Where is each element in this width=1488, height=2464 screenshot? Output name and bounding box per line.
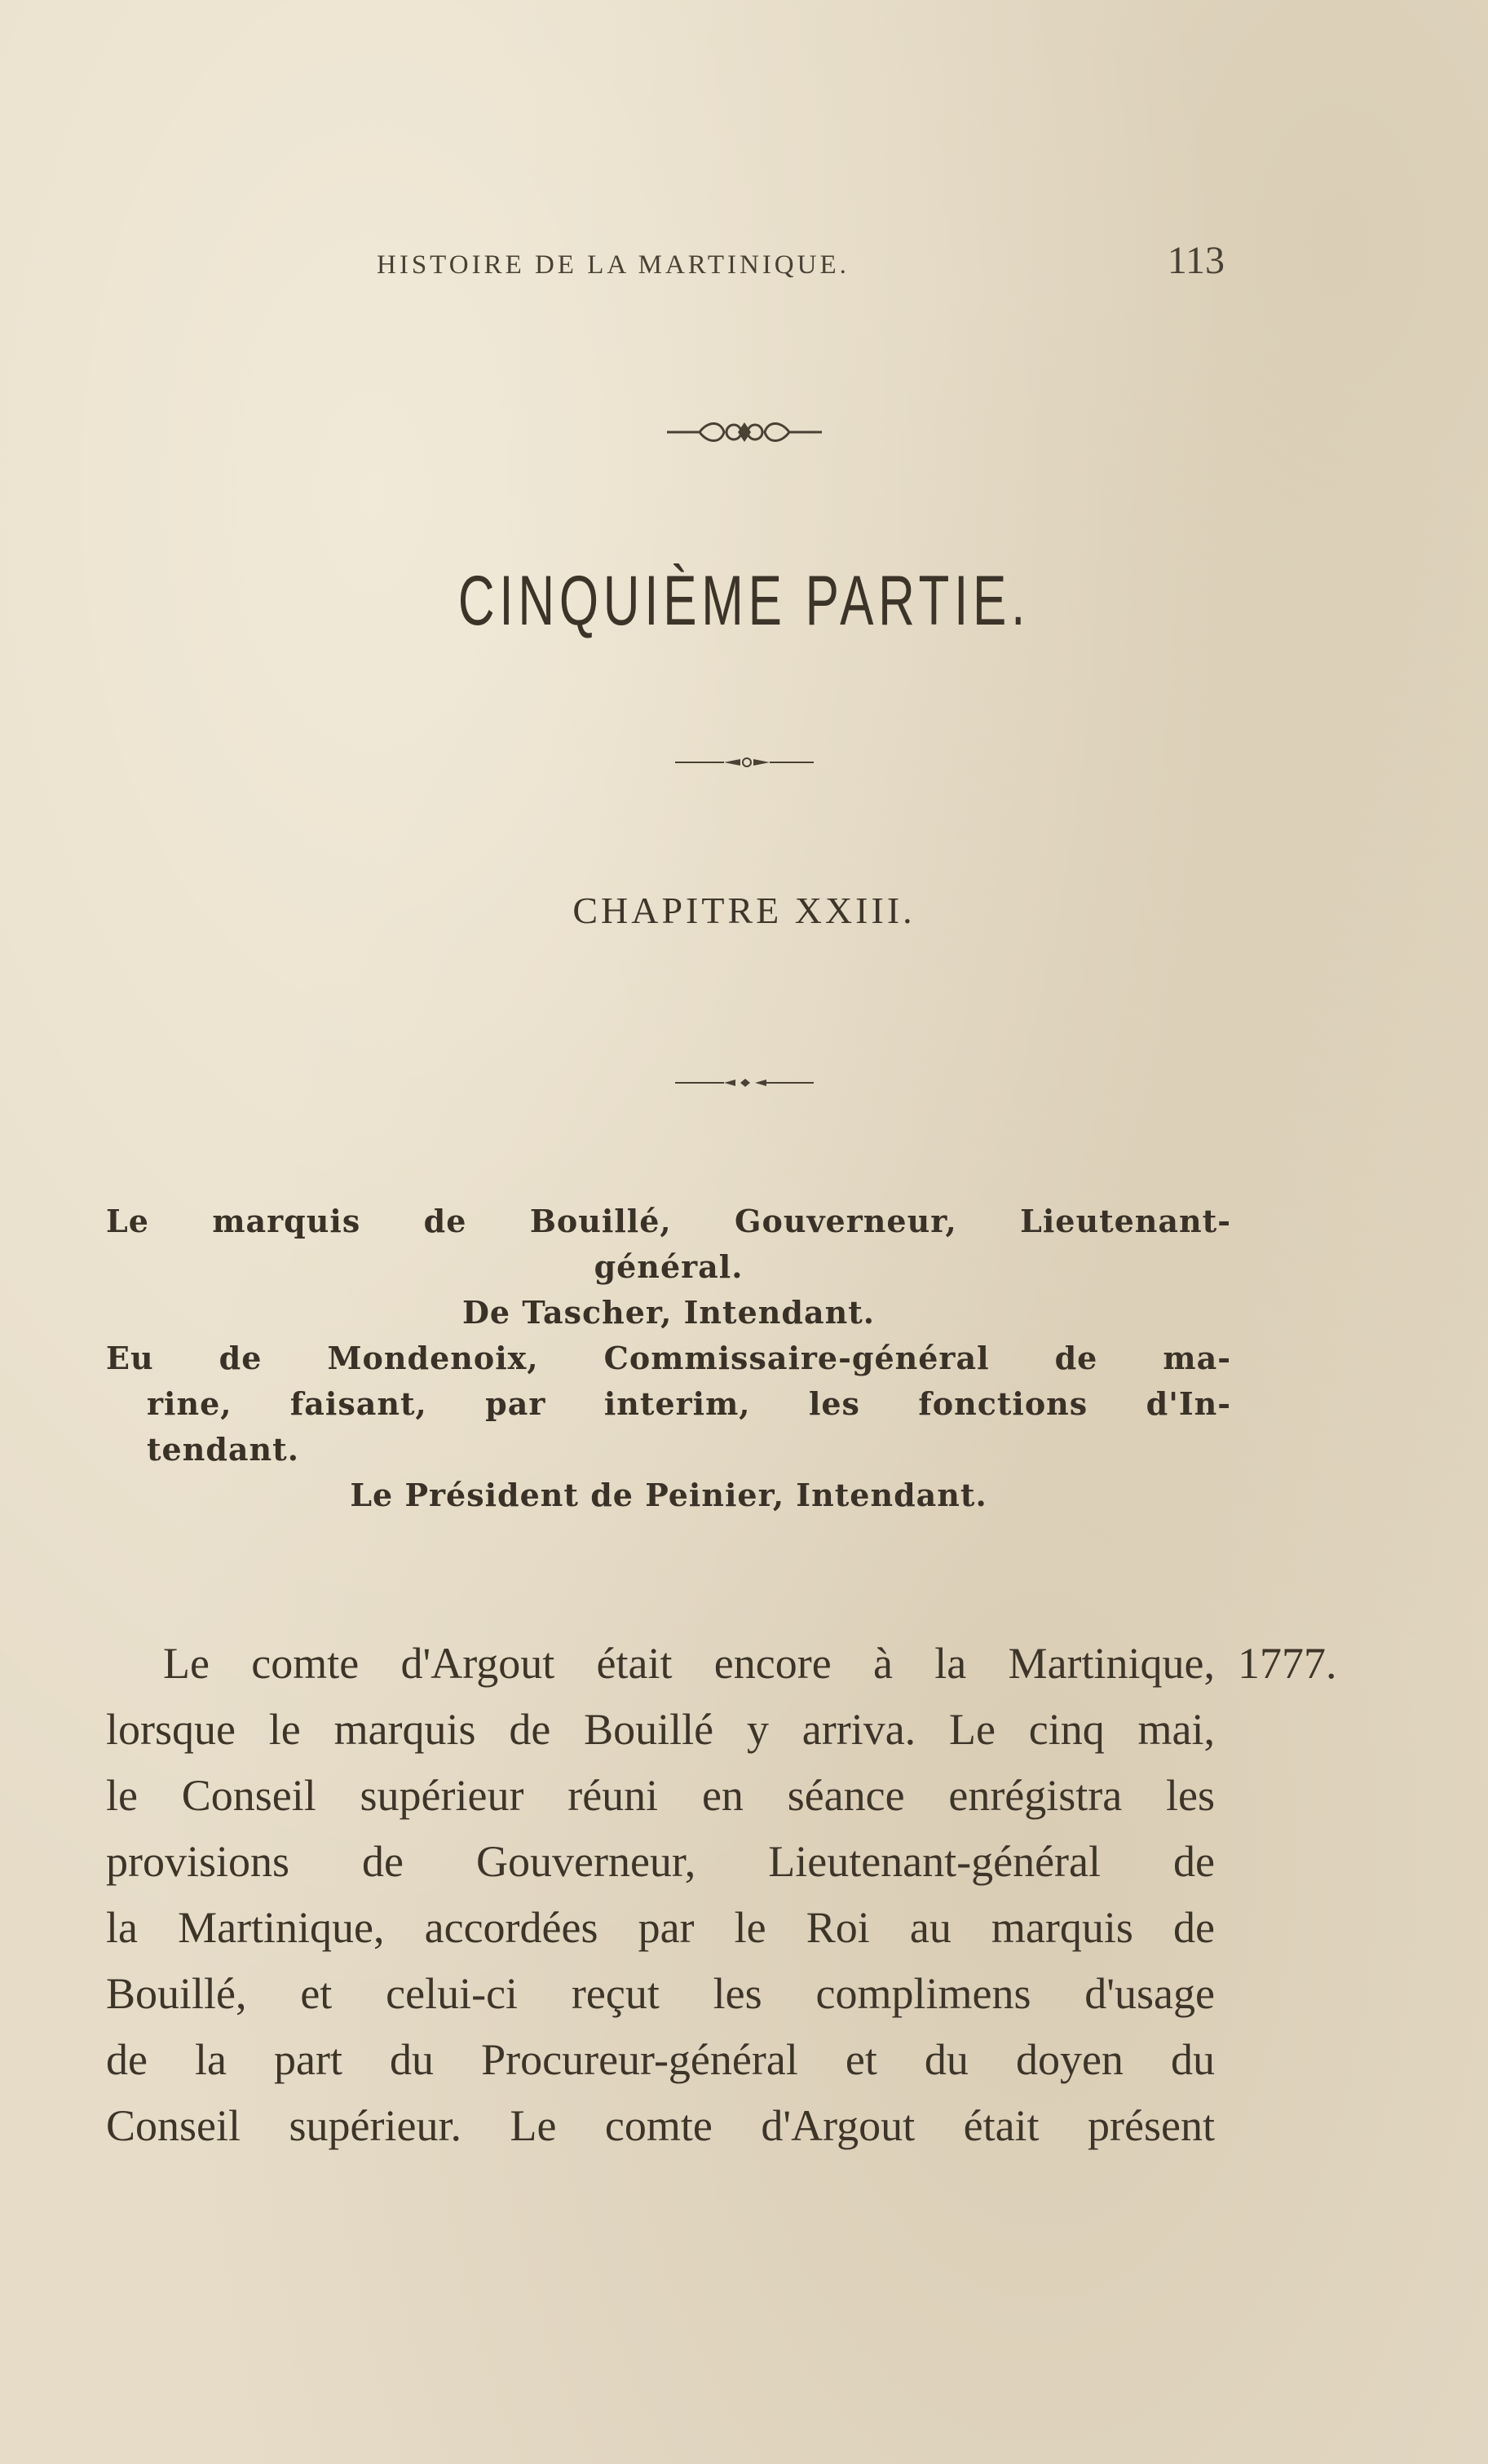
- summary-line: Eu de Mondenoix, Commissaire-général de ma-: [106, 1340, 1231, 1376]
- running-head: [377, 238, 1225, 295]
- page-number: 113: [1167, 239, 1225, 282]
- running-title: HISTOIRE DE LA MARTINIQUE.: [377, 250, 850, 280]
- summary-line: rine, faisant, par interim, les fonctions d'In-: [147, 1385, 1231, 1422]
- chapter-title: CHAPITRE XXIII.: [572, 890, 916, 931]
- body-line: Le comte d'Argout était encore à la Martinique,: [163, 1639, 1215, 1688]
- summary-line: tendant.: [147, 1431, 299, 1468]
- summary-line: Le marquis de Bouillé, Gouverneur, Lieutenant-: [106, 1203, 1231, 1239]
- body-line: lorsque le marquis de Bouillé y arriva. Le cinq mai,: [106, 1705, 1215, 1754]
- rule-ornament-2: [675, 1075, 814, 1091]
- summary-line: De Tascher, Intendant.: [461, 1294, 876, 1331]
- body-line: Bouillé, et celui-ci reçut les complimens d'usage: [106, 1969, 1215, 2018]
- body-paragraph: [106, 1631, 1215, 2159]
- body-line: Conseil supérieur. Le comte d'Argout était présent: [106, 2101, 1215, 2150]
- part-title: CINQUIÈME PARTIE.: [457, 562, 1031, 640]
- rule-ornament-1: [675, 754, 814, 771]
- chapter-summary: [106, 1199, 1231, 1518]
- fleuron-ornament: [667, 416, 822, 448]
- margin-year-note: 1777.: [1238, 1639, 1337, 1688]
- body-line: le Conseil supérieur réuni en séance enrégistra les: [106, 1771, 1215, 1820]
- body-line: de la part du Procureur-général et du doyen du: [106, 2035, 1215, 2084]
- body-line: provisions de Gouverneur, Lieutenant-général de: [106, 1837, 1215, 1886]
- body-line: la Martinique, accordées par le Roi au marquis de: [106, 1903, 1215, 1952]
- summary-line: Le Président de Peinier, Intendant.: [350, 1477, 987, 1513]
- summary-line: général.: [594, 1248, 744, 1285]
